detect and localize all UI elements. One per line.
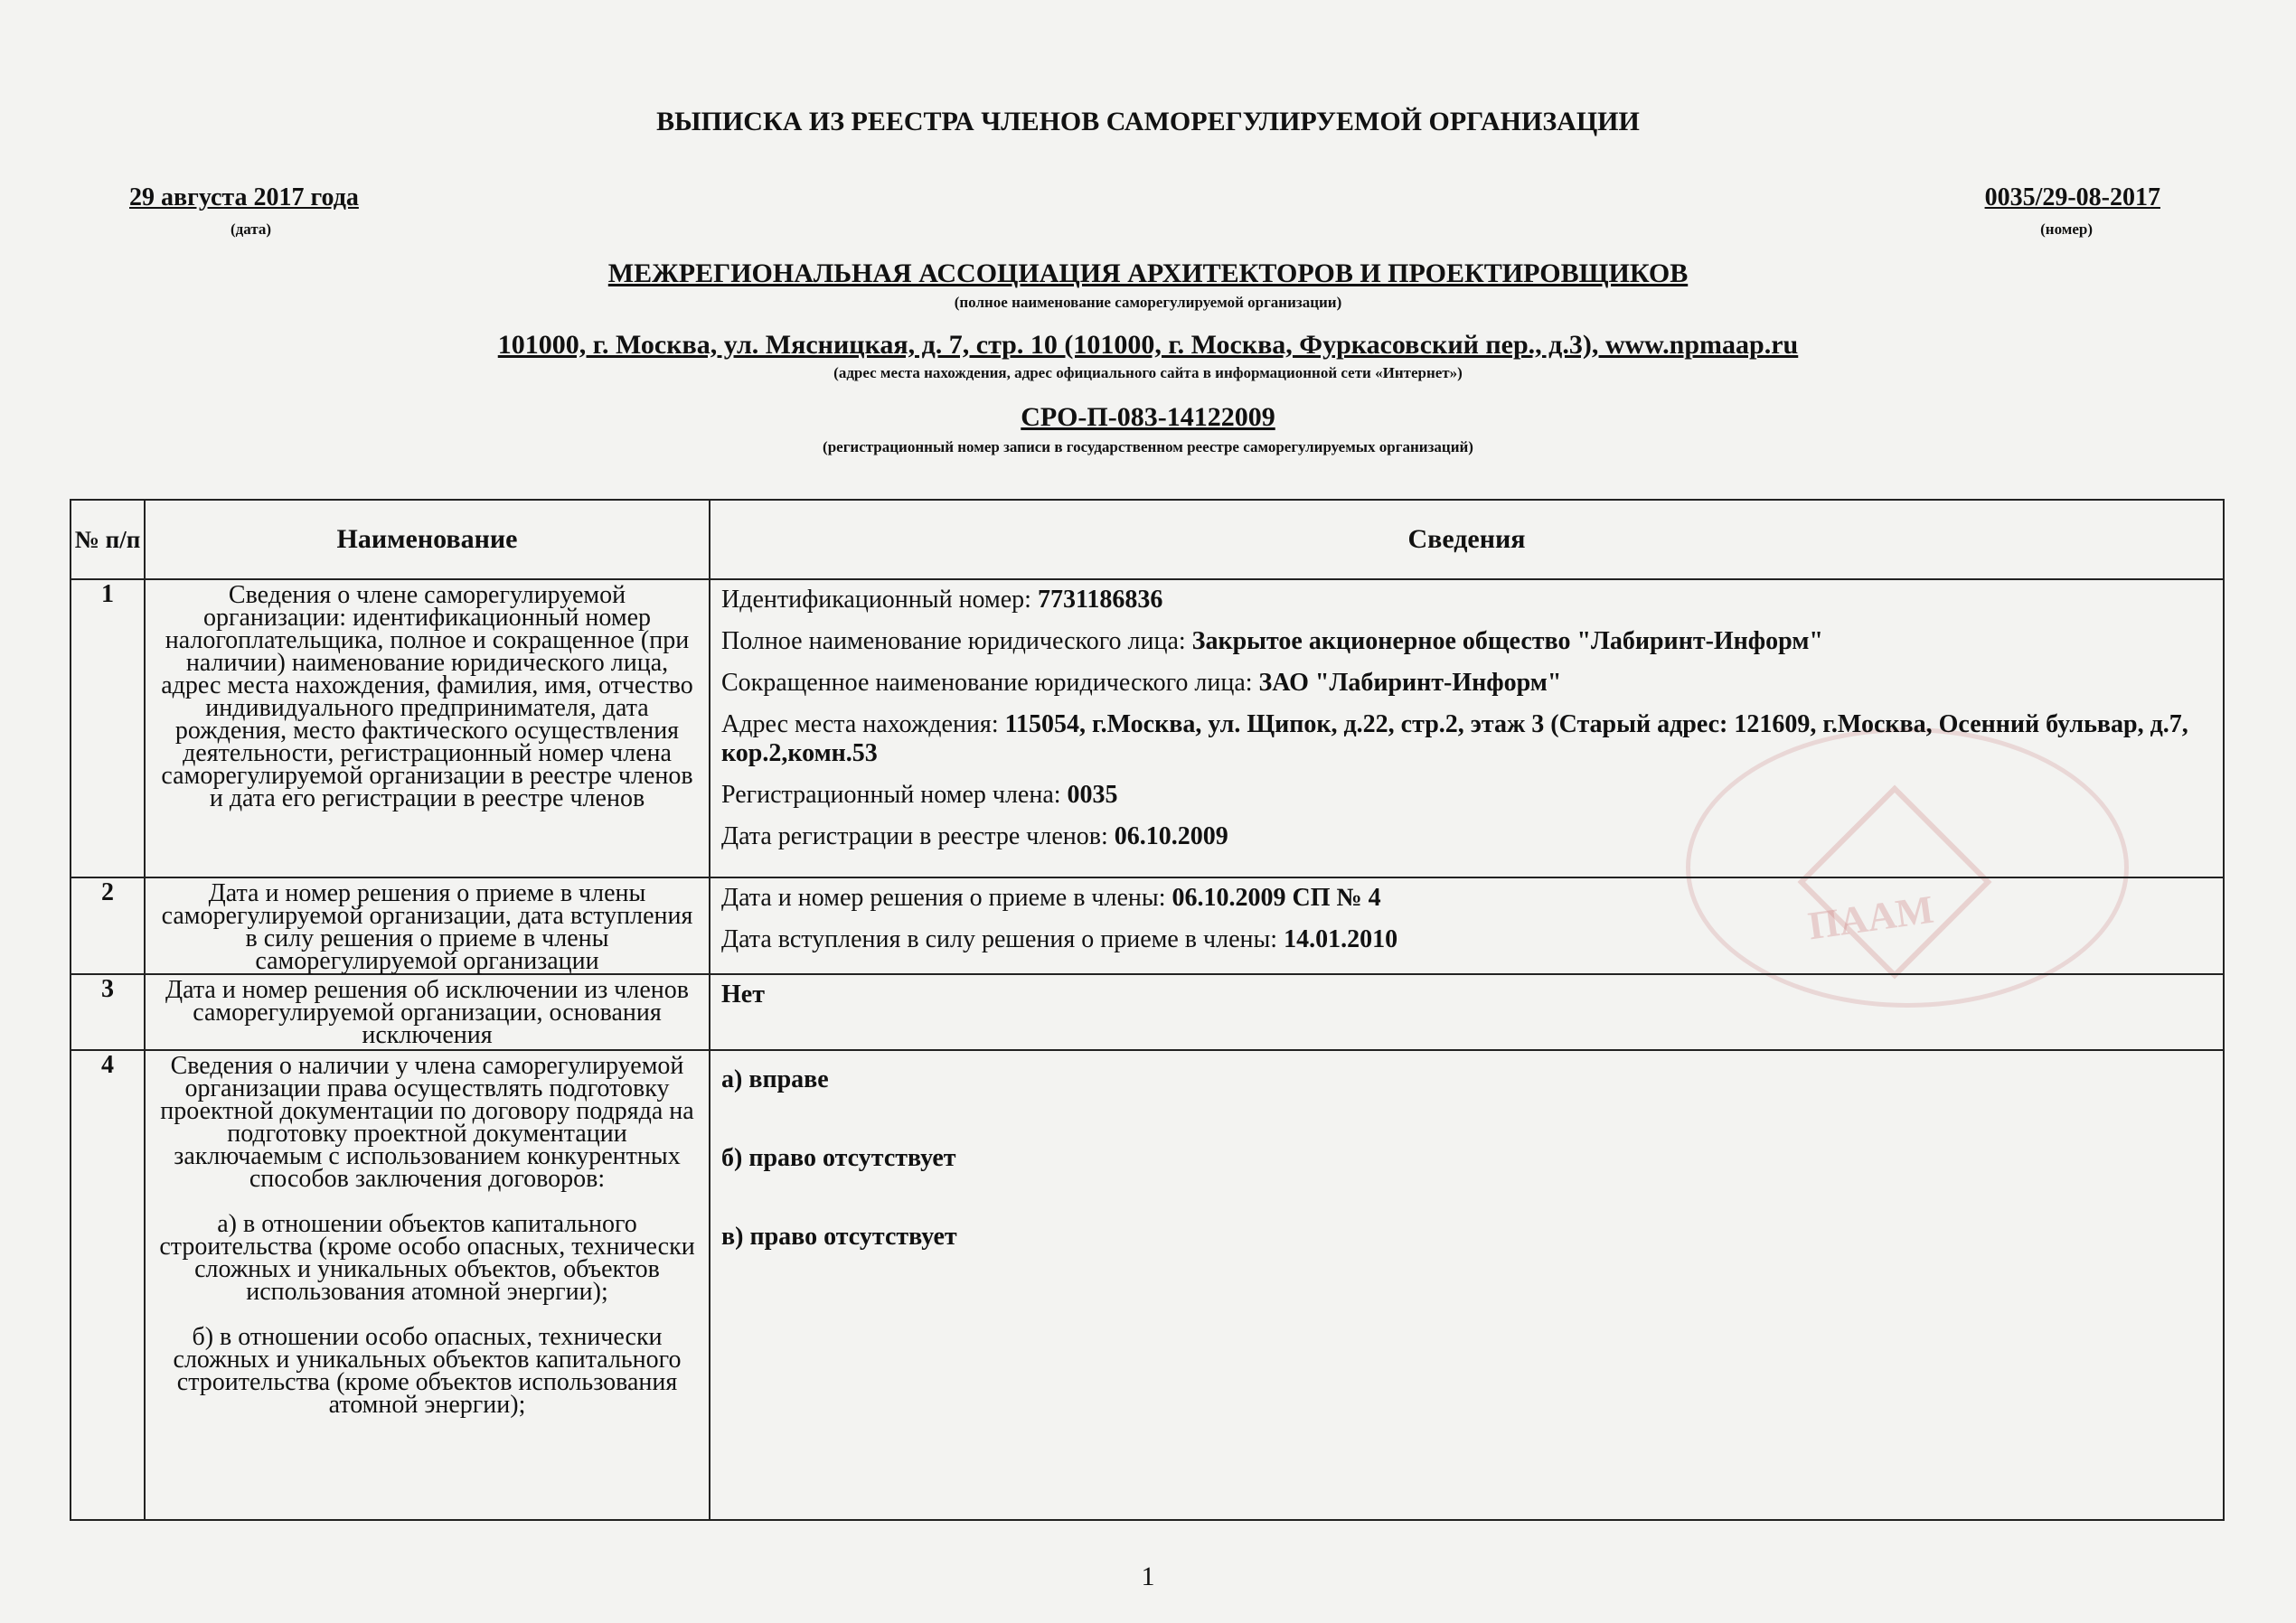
info-label: Сокращенное наименование юридического лица: bbox=[721, 669, 1259, 697]
row-info bbox=[710, 1050, 2224, 1520]
table-row bbox=[71, 579, 2224, 877]
seal-lettering: ПААМ bbox=[1805, 887, 1937, 949]
document-number-caption: (номер) bbox=[2040, 220, 2093, 238]
info-value: Закрытое акционерное общество "Лабиринт-Информ" bbox=[1191, 627, 1823, 655]
info-item-b: б) право отсутствует bbox=[721, 1144, 956, 1172]
info-label: Дата вступления в силу решения о приеме в члены: bbox=[721, 925, 1284, 953]
table-row bbox=[71, 877, 2224, 974]
info-item-a: а) вправе bbox=[721, 1065, 829, 1093]
table-row bbox=[71, 974, 2224, 1050]
row-name-intro: Сведения о наличии у члена саморегулируемой организации права осуществлять подготовку проектной документации по договору подряда на подготовку проектной документации заключаемым с использованием конкурентных способов заключения договоров: bbox=[160, 1052, 694, 1193]
info-label: Идентификационный номер: bbox=[721, 586, 1038, 614]
document-title: ВЫПИСКА ИЗ РЕЕСТРА ЧЛЕНОВ САМОРЕГУЛИРУЕМОЙ ОРГАНИЗАЦИИ bbox=[656, 107, 1640, 136]
info-line bbox=[721, 781, 2212, 810]
row-info bbox=[710, 579, 2224, 877]
info-value: Нет bbox=[721, 980, 765, 1009]
page-number: 1 bbox=[1141, 1562, 1155, 1591]
row-number: 1 bbox=[71, 579, 145, 877]
info-label: Полное наименование юридического лица: bbox=[721, 627, 1192, 655]
info-line bbox=[721, 822, 2212, 851]
row-number: 4 bbox=[71, 1050, 145, 1520]
info-value: 06.10.2009 bbox=[1114, 822, 1228, 850]
organization-name-caption: (полное наименование саморегулируемой организации) bbox=[954, 294, 1342, 311]
organization-address: 101000, г. Москва, ул. Мясницкая, д. 7, стр. 10 (101000, г. Москва, Фуркасовский пер., д.3), www.npmaap.ru bbox=[497, 330, 1799, 360]
info-value: 0035 bbox=[1067, 781, 1118, 809]
row-info bbox=[710, 974, 2224, 1050]
table-header-row bbox=[71, 500, 2224, 579]
info-label: Дата регистрации в реестре членов: bbox=[721, 822, 1115, 850]
issue-date-caption: (дата) bbox=[231, 220, 272, 238]
info-line bbox=[721, 627, 2212, 656]
info-value: 115054, г.Москва, ул. Щипок, д.22, стр.2, этаж 3 (Старый адрес: 121609, г.Москва, Осенний бульвар, д.7, кор.2,комн.53 bbox=[721, 710, 2188, 767]
organization-address-caption: (адрес места нахождения, адрес официального сайта в информационной сети «Интернет») bbox=[833, 364, 1463, 381]
info-line bbox=[721, 669, 2212, 698]
row-name bbox=[145, 1050, 710, 1520]
info-value: ЗАО "Лабиринт-Информ" bbox=[1258, 669, 1562, 697]
info-label: Адрес места нахождения: bbox=[721, 710, 1005, 738]
header-info: Сведения bbox=[710, 500, 2224, 579]
info-line bbox=[721, 710, 2212, 768]
row-name: Дата и номер решения об исключении из членов саморегулируемой организации, основания исключения bbox=[145, 974, 710, 1050]
row-name: Сведения о члене саморегулируемой организации: идентификационный номер налогоплательщика, полное и сокращенное (при наличии) наименование юридического лица, адрес места нахождения, фамилия, имя, отчество индивидуального предпринимателя, дата рождения, место фактического осуществления деятельности, регистрационный номер члена саморегулируемой организации в реестре членов и дата его регистрации в реестре членов bbox=[145, 579, 710, 877]
info-value: 06.10.2009 СП № 4 bbox=[1172, 884, 1381, 912]
document-number: 0035/29-08-2017 bbox=[1984, 183, 2160, 211]
table-row bbox=[71, 1050, 2224, 1520]
row-name-item-b: б) в отношении особо опасных, технически сложных и уникальных объектов капитального строительства (кроме объектов использования атомной энергии); bbox=[173, 1323, 682, 1419]
info-line bbox=[721, 925, 2212, 954]
info-line bbox=[721, 884, 2212, 913]
info-value: 7731186836 bbox=[1037, 586, 1163, 614]
organization-name: МЕЖРЕГИОНАЛЬНАЯ АССОЦИАЦИЯ АРХИТЕКТОРОВ И ПРОЕКТИРОВЩИКОВ bbox=[607, 258, 1689, 288]
registry-number-caption: (регистрационный номер записи в государственном реестре саморегулируемых организаций) bbox=[823, 438, 1473, 455]
row-info bbox=[710, 877, 2224, 974]
row-number: 2 bbox=[71, 877, 145, 974]
header-name: Наименование bbox=[145, 500, 710, 579]
issue-date: 29 августа 2017 года bbox=[129, 183, 359, 211]
info-item-c: в) право отсутствует bbox=[721, 1223, 957, 1251]
header-number: № п/п bbox=[71, 500, 145, 579]
info-label: Регистрационный номер члена: bbox=[721, 781, 1068, 809]
row-number: 3 bbox=[71, 974, 145, 1050]
row-name-item-a: а) в отношении объектов капитального строительства (кроме особо опасных, технически сложных и уникальных объектов, объектов использования атомной энергии); bbox=[159, 1210, 695, 1306]
row-name: Дата и номер решения о приеме в члены саморегулируемой организации, дата вступления в силу решения о приеме в члены саморегулируемой организации bbox=[145, 877, 710, 974]
members-table bbox=[70, 499, 2225, 1521]
info-label: Дата и номер решения о приеме в члены: bbox=[721, 884, 1172, 912]
registry-number: СРО-П-083-14122009 bbox=[1021, 402, 1275, 432]
info-line bbox=[721, 586, 2212, 614]
info-value: 14.01.2010 bbox=[1284, 925, 1398, 953]
